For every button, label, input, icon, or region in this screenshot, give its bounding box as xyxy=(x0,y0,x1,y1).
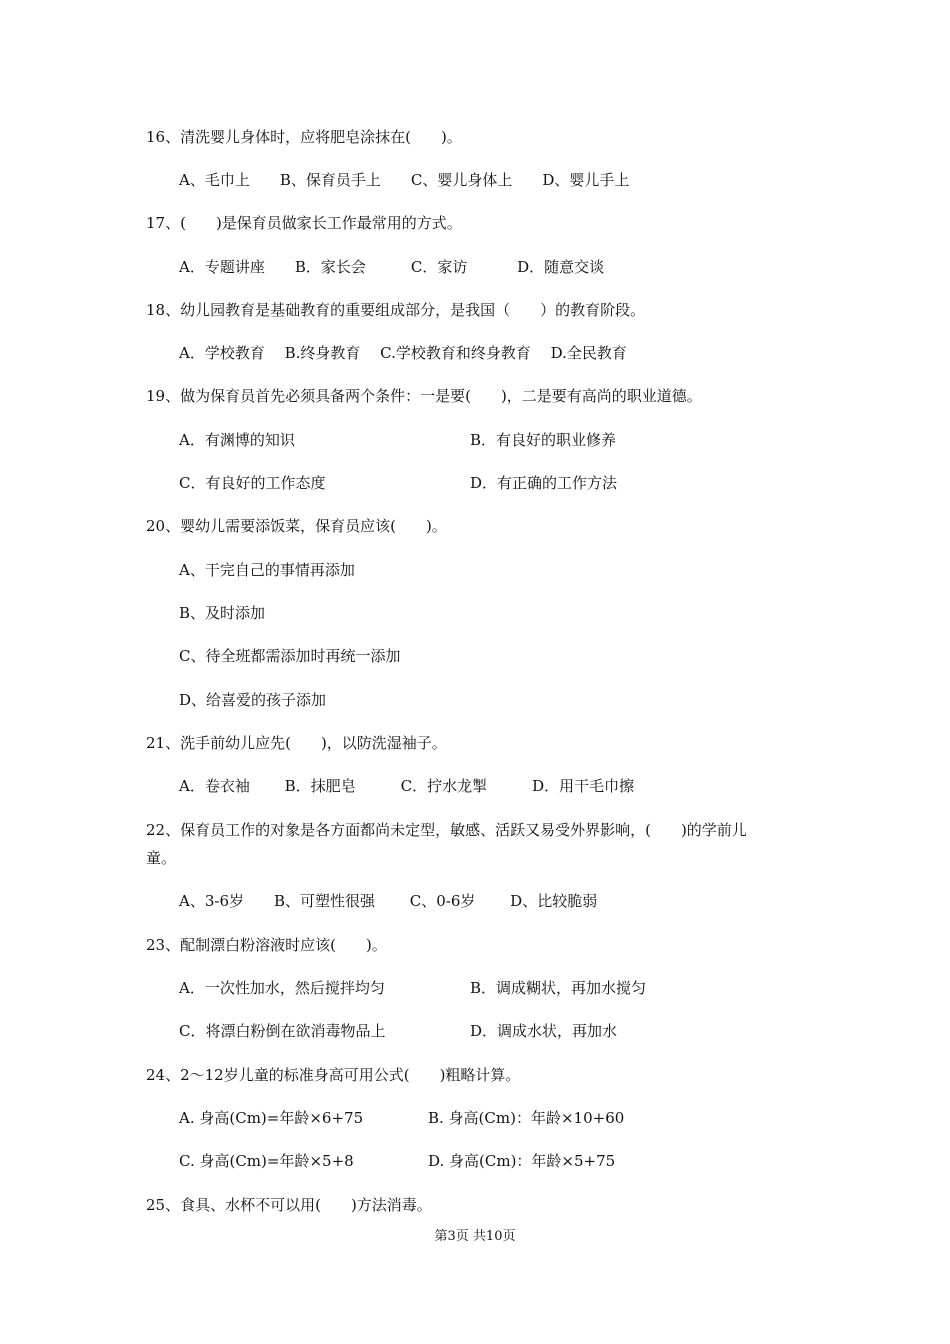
question-20: 20、婴幼儿需要添饭菜，保育员应该( )。 xyxy=(146,517,447,535)
question-18: 18、幼儿园教育是基础教育的重要组成部分，是我国（ ）的教育阶段。 xyxy=(146,301,646,319)
question-22-options: A、3-6岁 B、可塑性很强 C、0-6岁 D、比较脆弱 xyxy=(179,892,598,910)
question-22-continued: 童。 xyxy=(146,849,177,867)
question-24-option-c: C. 身高(Cm)=年龄×5+8 xyxy=(179,1152,354,1170)
question-23: 23、配制漂白粉溶液时应该( )。 xyxy=(146,936,387,954)
question-23-option-a: A．一次性加水，然后搅拌均匀 xyxy=(179,979,385,997)
question-16: 16、清洗婴儿身体时，应将肥皂涂抹在( )。 xyxy=(146,128,462,146)
question-19-option-a: A．有渊博的知识 xyxy=(179,431,295,449)
question-22: 22、保育员工作的对象是各方面都尚未定型，敏感、活跃又易受外界影响，( )的学前儿 xyxy=(146,821,747,839)
question-21: 21、洗手前幼儿应先( )，以防洗湿袖子。 xyxy=(146,734,447,752)
question-25: 25、食具、水杯不可以用( )方法消毒。 xyxy=(146,1196,432,1214)
question-20-option-a: A、干完自己的事情再添加 xyxy=(179,561,355,579)
question-23-option-b: B．调成糊状，再加水搅匀 xyxy=(470,979,647,997)
question-19-option-c: C．有良好的工作态度 xyxy=(179,474,326,492)
question-20-option-c: C、待全班都需添加时再统一添加 xyxy=(179,647,401,665)
question-19: 19、做为保育员首先必须具备两个条件：一是要( )，二是要有高尚的职业道德。 xyxy=(146,387,702,405)
question-16-options: A、毛巾上 B、保育员手上 C、婴儿身体上 D、婴儿手上 xyxy=(179,171,630,189)
question-24-option-a: A. 身高(Cm)=年龄×6+75 xyxy=(179,1109,364,1127)
question-21-options: A．卷衣袖 B．抹肥皂 C．拧水龙掣 D．用干毛巾擦 xyxy=(179,777,635,795)
page-footer: 第3页 共10页 xyxy=(434,1229,516,1244)
question-17: 17、( )是保育员做家长工作最常用的方式。 xyxy=(146,214,462,232)
question-20-option-b: B、及时添加 xyxy=(179,604,266,622)
question-24-option-b: B. 身高(Cm)：年龄×10+60 xyxy=(428,1109,625,1127)
question-17-options: A．专题讲座 B．家长会 C．家访 D．随意交谈 xyxy=(179,258,605,276)
question-19-option-d: D．有正确的工作方法 xyxy=(470,474,618,492)
question-24-option-d: D. 身高(Cm)：年龄×5+75 xyxy=(428,1152,616,1170)
question-23-option-c: C．将漂白粉倒在欲消毒物品上 xyxy=(179,1022,386,1040)
question-18-options: A．学校教育 B.终身教育 C.学校教育和终身教育 D.全民教育 xyxy=(179,344,627,362)
question-20-option-d: D、给喜爱的孩子添加 xyxy=(179,691,327,709)
question-19-option-b: B．有良好的职业修养 xyxy=(470,431,617,449)
question-23-option-d: D．调成水状，再加水 xyxy=(470,1022,618,1040)
question-24: 24、2～12岁儿童的标准身高可用公式( )粗略计算。 xyxy=(146,1066,521,1084)
